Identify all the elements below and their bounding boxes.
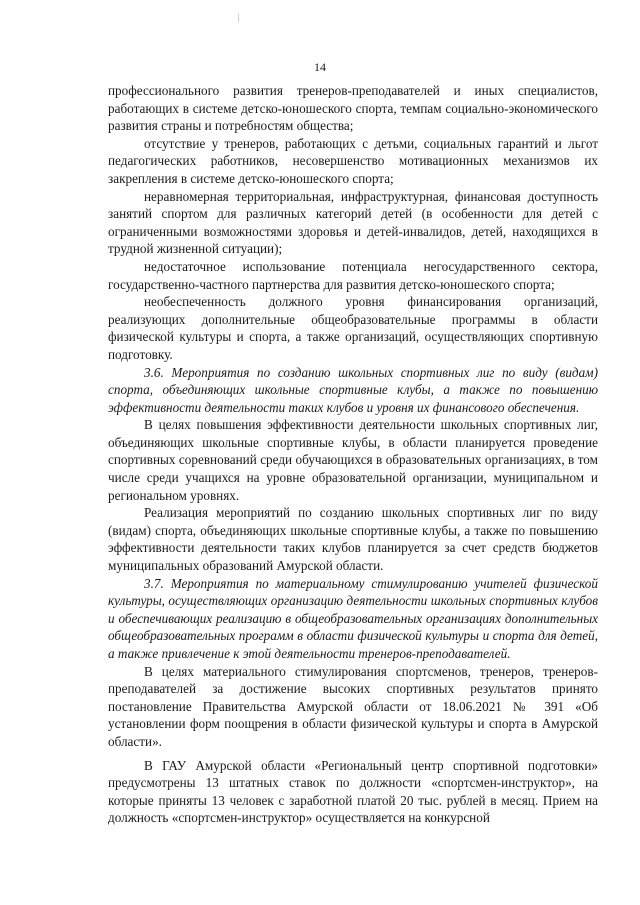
section-heading-3-7: 3.7. Мероприятия по материальному стимулированию учителей физической культуры, осуществляющих организацию деятельности школьных спортивных клубов и обеспечивающих реализацию в общеобразовательных организациях дополнительных общеобразовательных программ в области физической культуры и спорта для детей, а также привлечение к этой деятельности тренеров-преподавателей.	[108, 575, 598, 661]
page-number: 14	[314, 60, 326, 74]
paragraph-underfunding: необеспеченность должного уровня финансирования организаций, реализующих дополнительные общеобразовательные программы в области физической культуры и спорта, а также организаций, осуществляющих спортивную подготовку.	[108, 294, 598, 362]
paragraph-school-leagues-efficiency: В целях повышения эффективности деятельности школьных спортивных лиг, объединяющих школьные спортивные клубы, в области планируется проведение спортивных соревнований среди обучающихся в образовательных организациях, в том числе среди учащихся на уровне образовательной организации, муниципальном и региональном уровнях.	[108, 417, 598, 503]
paragraph-school-leagues-funding: Реализация мероприятий по созданию школьных спортивных лиг по виду (видам) спорта, объединяющих школьные спортивные клубы, а также по повышению эффективности деятельности таких клубов планируется за счет средств бюджетов муниципальных образований Амурской области.	[108, 505, 598, 574]
paragraph-social-guarantees: отсутствие у тренеров, работающих с детьми, социальных гарантий и льгот педагогических работников, несовершенство мотивационных механизмов их закрепления в системе детско-юношеского спорта;	[108, 135, 598, 186]
paragraph-material-incentives: В целях материального стимулирования спортсменов, тренеров, тренеров-преподавателей за достижение высоких спортивных результатов принято постановление Правительства Амурской области от 18.06.2021 № 391 «Об установлении форм поощрения в области физической культуры и спорта в Амурской области».	[108, 663, 598, 749]
paragraph-regional-center: В ГАУ Амурской области «Региональный центр спортивной подготовки» предусмотрены 13 штатных ставок по должности «спортсмен-инструктор», на которые приняты 13 человек с заработной платой 20 тыс. рублей в месяц. Прием на должность «спортсмен-инструктор» осуществляется на конкурсной	[108, 757, 598, 826]
paragraph-professional-development: профессионального развития тренеров-преподавателей и иных специалистов, работающих в системе детско-юношеского спорта, темпам социально-экономического развития страны и потребностям общества;	[108, 83, 598, 134]
scan-mark	[238, 14, 239, 22]
paragraph-uneven-accessibility: неравномерная территориальная, инфраструктурная, финансовая доступность занятий спортом для различных категорий детей (в особенности для детей с ограниченными возможностями здоровья и детей-инвалидов, детей, находящихся в трудной жизненной ситуации);	[108, 188, 598, 257]
section-heading-3-6: 3.6. Мероприятия по созданию школьных спортивных лиг по виду (видам) спорта, объединяющих школьные спортивные клубы, а также по повышению эффективности деятельности таких клубов и уровня их финансового обеспечения.	[108, 364, 598, 415]
paragraph-private-sector: недостаточное использование потенциала негосударственного сектора, государственно-частного партнерства для развития детско-юношеского спорта;	[108, 258, 598, 292]
document-body	[108, 82, 598, 827]
